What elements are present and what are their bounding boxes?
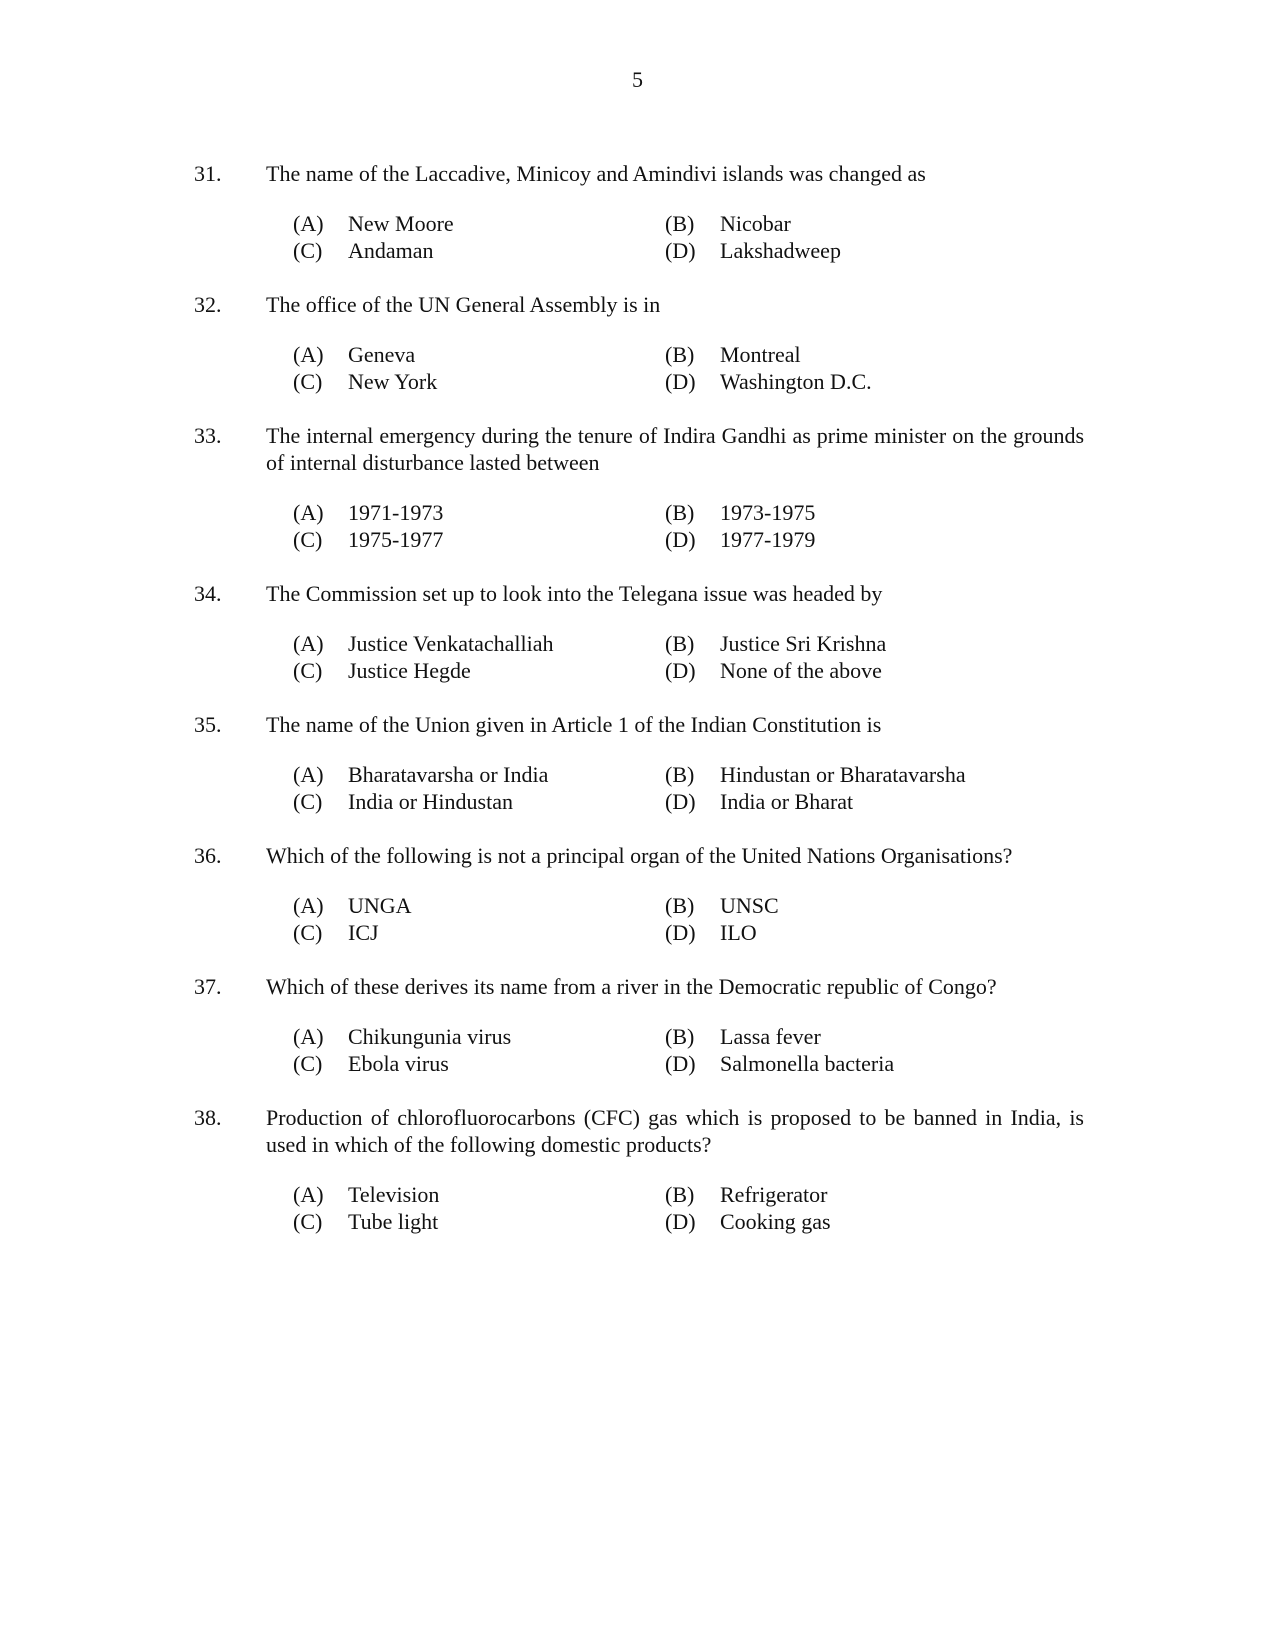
- question-text: Which of the following is not a principal organ of the United Nations Organisations?: [266, 843, 1013, 868]
- question-number: 33.: [194, 423, 222, 448]
- option-text: Ebola virus: [348, 1051, 449, 1076]
- option-b: [665, 1181, 828, 1208]
- question-text: The internal emergency during the tenure of Indira Gandhi as prime minister on the grounds of internal disturbance lasted between: [266, 423, 1084, 475]
- options: [0, 1181, 1275, 1235]
- option-letter: (A): [293, 500, 324, 525]
- option-c: [293, 788, 513, 815]
- option-text: UNGA: [348, 893, 412, 918]
- question-33: [0, 422, 1275, 553]
- option-c: [293, 237, 434, 264]
- option-c: [293, 919, 379, 946]
- options: [0, 630, 1275, 684]
- option-d: [665, 237, 841, 264]
- option-text: New York: [348, 369, 438, 394]
- option-b: [665, 1023, 821, 1050]
- option-a: [293, 1023, 511, 1050]
- option-letter: (B): [665, 631, 695, 656]
- question-31: [0, 160, 1275, 264]
- option-d: [665, 1050, 894, 1077]
- option-letter: (C): [293, 1209, 323, 1234]
- option-text: Salmonella bacteria: [720, 1051, 895, 1076]
- options: [0, 341, 1275, 395]
- option-text: ICJ: [348, 920, 379, 945]
- option-letter: (D): [665, 1209, 696, 1234]
- option-text: Justice Sri Krishna: [720, 631, 887, 656]
- option-letter: (A): [293, 342, 324, 367]
- option-letter: (C): [293, 527, 323, 552]
- option-a: [293, 761, 548, 788]
- option-text: Lassa fever: [720, 1024, 821, 1049]
- option-text: None of the above: [720, 658, 882, 683]
- option-text: Lakshadweep: [720, 238, 841, 263]
- option-text: Justice Hegde: [348, 658, 471, 683]
- option-letter: (D): [665, 527, 696, 552]
- option-letter: (D): [665, 1051, 696, 1076]
- option-letter: (A): [293, 1182, 324, 1207]
- option-a: [293, 630, 553, 657]
- option-c: [293, 1050, 449, 1077]
- question-text: The name of the Laccadive, Minicoy and Amindivi islands was changed as: [266, 161, 926, 186]
- question-number: 36.: [194, 843, 222, 868]
- option-a: [293, 1181, 439, 1208]
- option-b: [665, 499, 815, 526]
- option-letter: (D): [665, 369, 696, 394]
- option-text: 1971-1973: [348, 500, 444, 525]
- option-a: [293, 341, 415, 368]
- question-number: 31.: [194, 161, 222, 186]
- option-letter: (B): [665, 342, 695, 367]
- option-text: Tube light: [348, 1209, 439, 1234]
- option-text: Nicobar: [720, 211, 791, 236]
- question-34: [0, 580, 1275, 684]
- option-a: [293, 210, 454, 237]
- option-c: [293, 526, 443, 553]
- option-letter: (D): [665, 238, 696, 263]
- option-d: [665, 368, 872, 395]
- option-text: Andaman: [348, 238, 434, 263]
- option-a: [293, 499, 443, 526]
- option-text: UNSC: [720, 893, 779, 918]
- options: [0, 761, 1275, 815]
- option-text: India or Hindustan: [348, 789, 513, 814]
- option-letter: (B): [665, 762, 695, 787]
- option-letter: (D): [665, 789, 696, 814]
- options: [0, 499, 1275, 553]
- option-b: [665, 630, 886, 657]
- option-letter: (C): [293, 789, 323, 814]
- question-32: [0, 291, 1275, 395]
- option-text: Television: [348, 1182, 440, 1207]
- question-number: 37.: [194, 974, 222, 999]
- question-35: [0, 711, 1275, 815]
- option-text: Geneva: [348, 342, 416, 367]
- option-text: Hindustan or Bharatavarsha: [720, 762, 966, 787]
- option-letter: (A): [293, 211, 324, 236]
- option-b: [665, 210, 791, 237]
- question-number: 32.: [194, 292, 222, 317]
- option-text: India or Bharat: [720, 789, 854, 814]
- option-letter: (D): [665, 658, 696, 683]
- question-list: [0, 160, 1275, 1235]
- option-text: Cooking gas: [720, 1209, 831, 1234]
- question-37: [0, 973, 1275, 1077]
- option-text: 1973-1975: [720, 500, 816, 525]
- option-letter: (A): [293, 893, 324, 918]
- question-text: Which of these derives its name from a river in the Democratic republic of Congo?: [266, 974, 997, 999]
- page-number: 5: [632, 67, 643, 92]
- option-letter: (B): [665, 893, 695, 918]
- question-text: Production of chlorofluorocarbons (CFC) gas which is proposed to be banned in India, is used in which of the following domestic products?: [266, 1105, 1084, 1157]
- option-d: [665, 1208, 831, 1235]
- question-38: [0, 1104, 1275, 1235]
- option-text: New Moore: [348, 211, 454, 236]
- options: [0, 1023, 1275, 1077]
- options: [0, 210, 1275, 264]
- option-c: [293, 657, 471, 684]
- question-number: 34.: [194, 581, 222, 606]
- option-letter: (A): [293, 1024, 324, 1049]
- option-letter: (A): [293, 631, 324, 656]
- option-d: [665, 919, 757, 946]
- question-number: 38.: [194, 1105, 222, 1130]
- option-c: [293, 368, 437, 395]
- option-text: Refrigerator: [720, 1182, 828, 1207]
- option-letter: (C): [293, 920, 323, 945]
- option-d: [665, 788, 853, 815]
- option-text: Chikungunia virus: [348, 1024, 512, 1049]
- option-text: Bharatavarsha or India: [348, 762, 549, 787]
- option-text: Montreal: [720, 342, 801, 367]
- option-letter: (B): [665, 500, 695, 525]
- option-letter: (D): [665, 920, 696, 945]
- options: [0, 892, 1275, 946]
- option-letter: (B): [665, 1024, 695, 1049]
- option-text: ILO: [720, 920, 757, 945]
- option-letter: (B): [665, 1182, 695, 1207]
- option-letter: (C): [293, 1051, 323, 1076]
- option-b: [665, 761, 966, 788]
- option-letter: (C): [293, 658, 323, 683]
- question-36: [0, 842, 1275, 946]
- option-b: [665, 341, 801, 368]
- option-text: Washington D.C.: [720, 369, 872, 394]
- option-b: [665, 892, 779, 919]
- option-letter: (C): [293, 369, 323, 394]
- question-number: 35.: [194, 712, 222, 737]
- option-text: 1975-1977: [348, 527, 444, 552]
- option-text: 1977-1979: [720, 527, 816, 552]
- option-a: [293, 892, 412, 919]
- question-text: The name of the Union given in Article 1 of the Indian Constitution is: [266, 712, 882, 737]
- option-letter: (B): [665, 211, 695, 236]
- question-text: The office of the UN General Assembly is in: [266, 292, 661, 317]
- option-letter: (A): [293, 762, 324, 787]
- option-c: [293, 1208, 438, 1235]
- option-d: [665, 526, 815, 553]
- question-text: The Commission set up to look into the Telegana issue was headed by: [266, 581, 883, 606]
- option-text: Justice Venkatachalliah: [348, 631, 554, 656]
- option-d: [665, 657, 882, 684]
- option-letter: (C): [293, 238, 323, 263]
